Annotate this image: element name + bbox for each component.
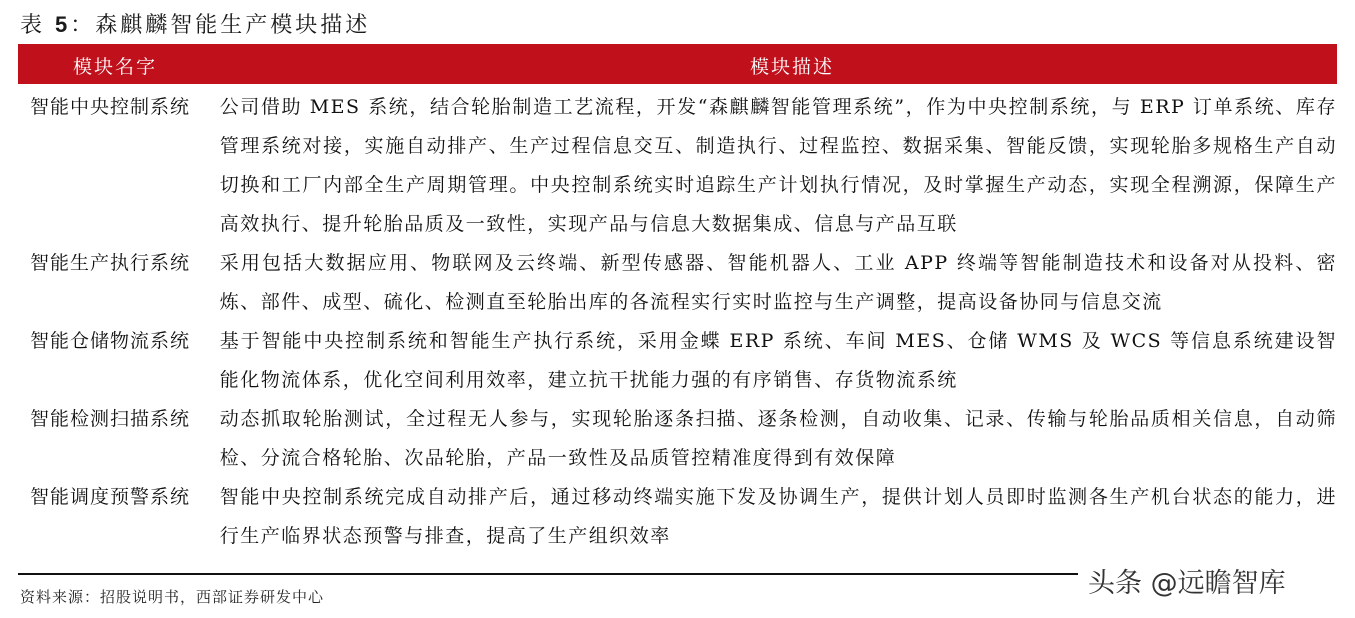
source-note: 资料来源：招股说明书，西部证券研发中心 [20, 588, 325, 606]
table-row [18, 322, 1337, 400]
module-description: 基于智能中央控制系统和智能生产执行系统，采用金蝶 ERP 系统、车间 MES、仓储 WMS 及 WCS 等信息系统建设智能化物流体系，优化空间利用效率，建立抗干扰能力强的有序销售、存货物流系统 [219, 330, 1337, 391]
table-row [18, 400, 1337, 478]
watermark: 头条 @远瞻智库 [1088, 568, 1286, 599]
table-body [18, 88, 1337, 556]
module-name: 智能中央控制系统 [30, 96, 191, 118]
module-name: 智能仓储物流系统 [30, 330, 191, 352]
module-description: 公司借助 MES 系统，结合轮胎制造工艺流程，开发“森麒麟智能管理系统”，作为中央控制系统，与 ERP 订单系统、库存管理系统对接，实施自动排产、生产过程信息交互、制造执行、过程监控、数据采集、智能反馈，实现轮胎多规格生产自动切换和工厂内部全生产周期管理。中央控制系统实时追踪生产计划执行情况，及时掌握生产动态，实现全程溯源，保障生产高效执行、提升轮胎品质及一致性，实现产品与信息大数据集成、信息与产品互联 [219, 96, 1337, 235]
table-row [18, 88, 1337, 244]
table-header [18, 44, 1337, 84]
module-name: 智能调度预警系统 [30, 486, 191, 508]
table-row [18, 244, 1337, 322]
module-description: 采用包括大数据应用、物联网及云终端、新型传感器、智能机器人、工业 APP 终端等智能制造技术和设备对从投料、密炼、部件、成型、硫化、检测直至轮胎出库的各流程实行实时监控与生产调整，提高设备协同与信息交流 [219, 252, 1337, 313]
module-name: 智能生产执行系统 [30, 252, 191, 274]
title-number: 5 [55, 12, 71, 37]
title-prefix: 表 [20, 13, 55, 38]
column-header-module-desc: 模块描述 [750, 56, 835, 78]
table-bottom-rule [18, 573, 1078, 575]
table-row [18, 478, 1337, 556]
module-description: 动态抓取轮胎测试，全过程无人参与，实现轮胎逐条扫描、逐条检测，自动收集、记录、传输与轮胎品质相关信息，自动筛检、分流合格轮胎、次品轮胎，产品一致性及品质管控精准度得到有效保障 [219, 408, 1337, 469]
title-text: ：森麒麟智能生产模块描述 [70, 13, 371, 38]
column-header-module-name: 模块名字 [73, 56, 158, 78]
module-name: 智能检测扫描系统 [30, 408, 191, 430]
table-title [20, 8, 370, 39]
module-description: 智能中央控制系统完成自动排产后，通过移动终端实施下发及协调生产，提供计划人员即时监测各生产机台状态的能力，进行生产临界状态预警与排查，提高了生产组织效率 [219, 486, 1337, 547]
